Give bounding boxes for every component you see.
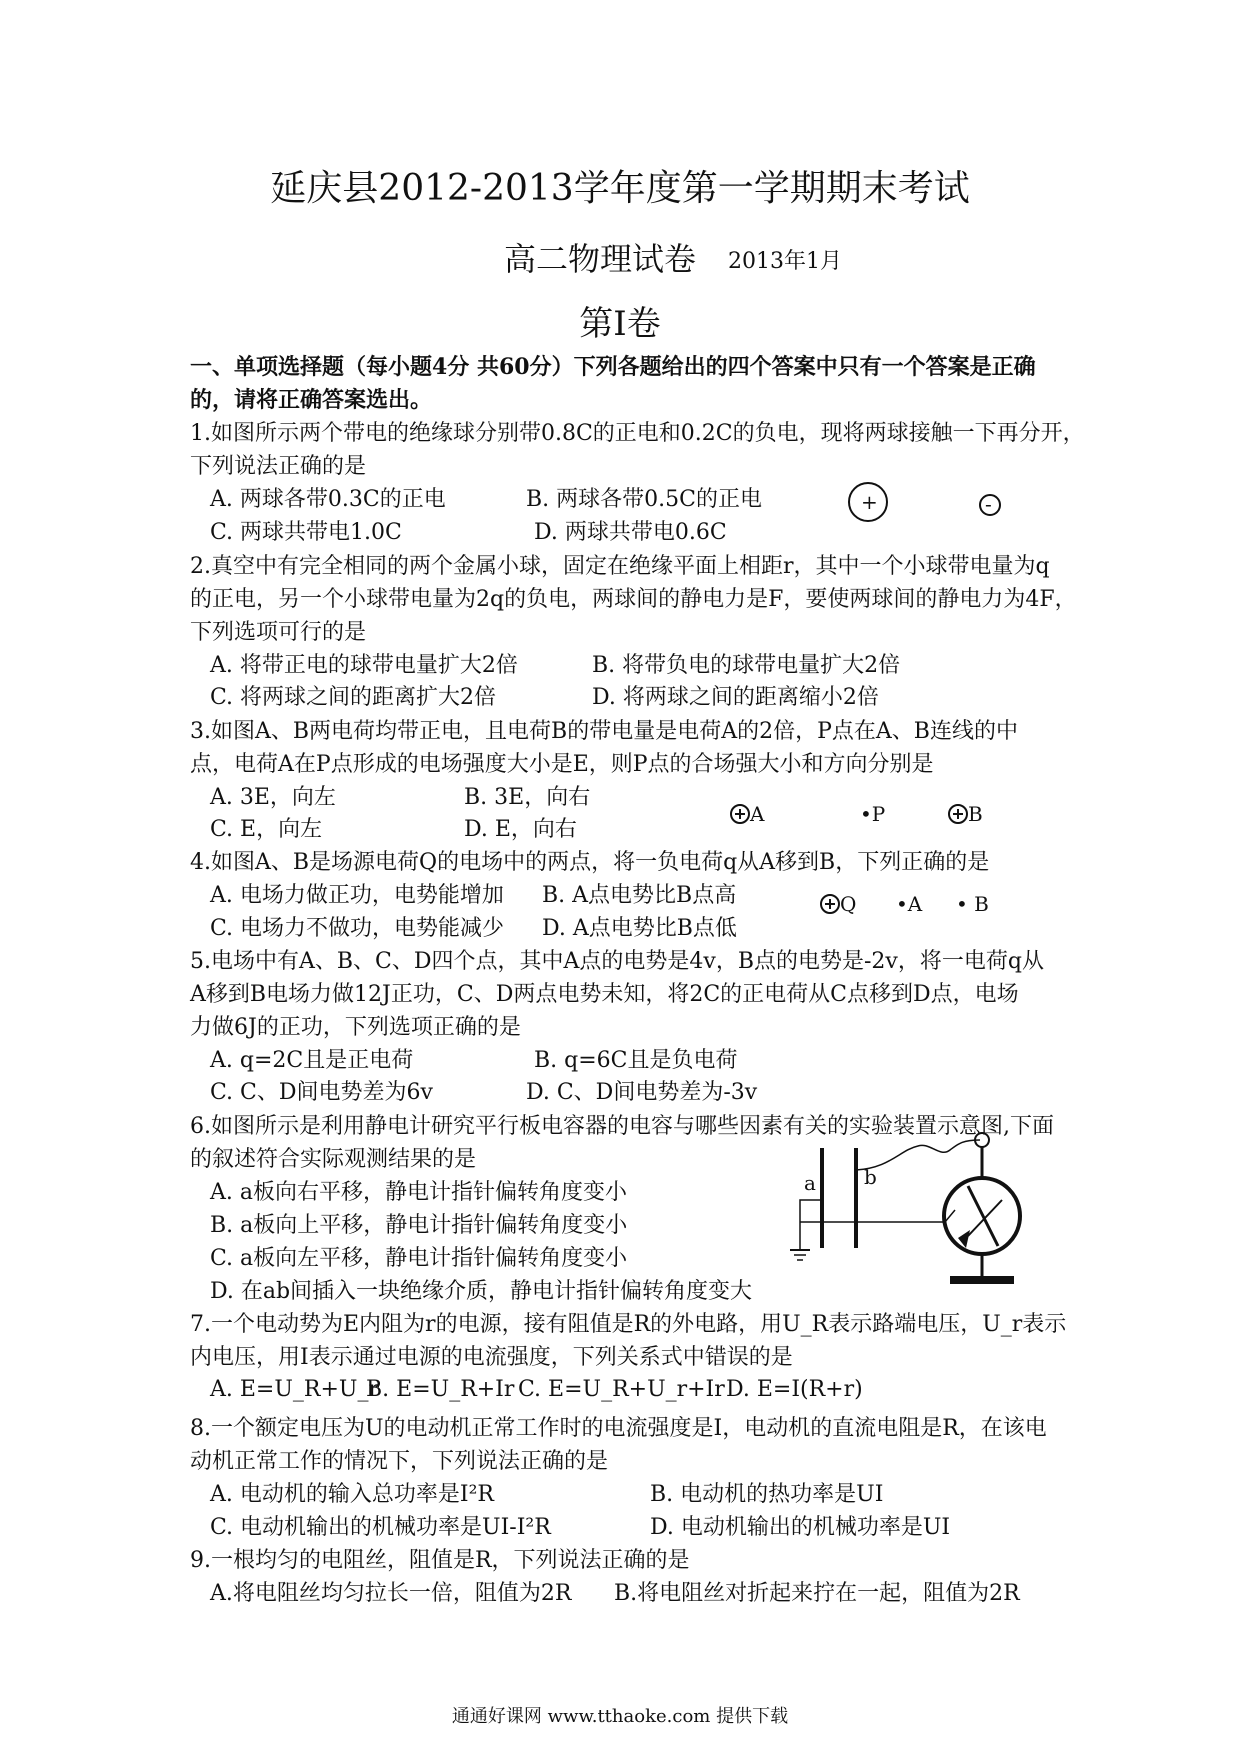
q7-option-a: A. E=U_R+U_r — [210, 1377, 379, 1402]
q5-option-a: A. q=2C且是正电荷 — [210, 1048, 414, 1073]
section1-line1: 一、单项选择题（每小题4分 共60分）下列各题给出的四个答案中只有一个答案是正确 — [190, 354, 1036, 380]
q8-option-c: C. 电动机输出的机械功率是UI-I²R — [210, 1515, 551, 1540]
q6-line1: 6.如图所示是利用静电计研究平行板电容器的电容与哪些因素有关的实验装置示意图,下面 — [190, 1114, 1054, 1139]
charge-q-label: Q — [840, 892, 857, 916]
electroscope-figure — [790, 1130, 1040, 1290]
q4-line1: 4.如图A、B是场源电荷Q的电场中的两点，将一负电荷q从A移到B，下列正确的是 — [190, 850, 990, 875]
section1-line2: 的，请将正确答案选出。 — [190, 387, 433, 413]
electroscope-base — [950, 1276, 1014, 1284]
q3-line2: 点，电荷A在P点形成的电场强度大小是E，则P点的合场强大小和方向分别是 — [190, 752, 934, 777]
q6-option-a: A. a板向右平移，静电计指针偏转角度变小 — [210, 1180, 627, 1205]
q1-line1: 1.如图所示两个带电的绝缘球分别带0.8C的正电和0.2C的负电，现将两球接触一下再分开， — [190, 421, 1085, 446]
charge-a-label: A — [750, 802, 765, 826]
q2-line3: 下列选项可行的是 — [190, 620, 367, 645]
plate-b-label: b — [864, 1165, 877, 1189]
point-a-label: •A — [896, 892, 923, 916]
exam-date: 2013年1月 — [728, 249, 842, 274]
q2-option-d: D. 将两球之间的距离缩小2倍 — [592, 685, 879, 710]
q1-option-d: D. 两球共带电0.6C — [534, 520, 727, 545]
q5-option-c: C. C、D间电势差为6v — [210, 1080, 433, 1105]
q2-option-b: B. 将带负电的球带电量扩大2倍 — [592, 653, 901, 678]
negative-sign: - — [985, 492, 992, 516]
q7-line1: 7.一个电动势为E内阻为r的电源，接有阻值是R的外电路，用U_R表示路端电压，U_r表示 — [190, 1312, 1067, 1337]
plate-a-label: a — [804, 1171, 816, 1195]
charge-b-label: B — [968, 802, 983, 826]
point-b-label: • B — [956, 892, 989, 916]
positive-sign: + — [861, 490, 878, 514]
q9-line1: 9.一根均匀的电阻丝，阻值是R，下列说法正确的是 — [190, 1548, 690, 1573]
q1-option-b: B. 两球各带0.5C的正电 — [526, 487, 762, 512]
q4-option-b: B. A点电势比B点高 — [542, 883, 737, 908]
q8-option-b: B. 电动机的热功率是UI — [650, 1482, 884, 1507]
q4-option-a: A. 电场力做正功，电势能增加 — [210, 883, 504, 908]
q4-option-c: C. 电场力不做功，电势能减少 — [210, 916, 505, 941]
q7-option-b: B. E=U_R+Ir — [366, 1377, 515, 1402]
q9-option-a: A.将电阻丝均匀拉长一倍，阻值为2R — [210, 1581, 572, 1606]
q6-option-d: D. 在ab间插入一块绝缘介质，静电计指针偏转角度变大 — [210, 1279, 753, 1304]
q8-option-a: A. 电动机的输入总功率是I²R — [210, 1482, 494, 1507]
q5-option-b: B. q=6C且是负电荷 — [534, 1048, 738, 1073]
q6-option-b: B. a板向上平移，静电计指针偏转角度变小 — [210, 1213, 628, 1238]
point-p-label: •P — [860, 802, 886, 826]
exam-title: 延庆县2012-2013学年度第一学期期末考试 — [270, 168, 970, 209]
exam-subject: 高二物理试卷 — [504, 240, 697, 278]
q9-option-b: B.将电阻丝对折起来拧在一起，阻值为2R — [614, 1581, 1020, 1606]
q1-figure — [840, 480, 1010, 530]
q3-line1: 3.如图A、B两电荷均带正电，且电荷B的带电量是电荷A的2倍，P点在A、B连线的中 — [190, 719, 1018, 744]
q8-line1: 8.一个额定电压为U的电动机正常工作时的电流强度是I，电动机的直流电阻是R，在该电 — [190, 1416, 1047, 1441]
q7-option-d: D. E=I(R+r) — [726, 1377, 863, 1402]
q3-option-b: B. 3E，向右 — [464, 785, 591, 810]
q3-option-d: D. E，向右 — [464, 817, 577, 842]
q1-option-c: C. 两球共带电1.0C — [210, 520, 402, 545]
q3-figure — [728, 800, 1008, 830]
electroscope-needle — [968, 1186, 998, 1246]
q5-line3: 力做6J的正功，下列选项正确的是 — [190, 1015, 521, 1040]
q8-option-d: D. 电动机输出的机械功率是UI — [650, 1515, 951, 1540]
q3-option-a: A. 3E，向左 — [210, 785, 336, 810]
page-footer: 通通好课网 www.tthaoke.com 提供下载 — [451, 1706, 789, 1727]
q1-line2: 下列说法正确的是 — [190, 454, 367, 479]
q5-line1: 5.电场中有A、B、C、D四个点，其中A点的电势是4v，B点的电势是-2v，将一电荷q从 — [190, 949, 1044, 974]
q6-option-c: C. a板向左平移，静电计指针偏转角度变小 — [210, 1246, 628, 1271]
q4-figure — [818, 890, 1018, 920]
q2-option-c: C. 将两球之间的距离扩大2倍 — [210, 685, 497, 710]
q3-option-c: C. E，向左 — [210, 817, 323, 842]
q7-line2: 内电压，用I表示通过电源的电流强度，下列关系式中错误的是 — [190, 1345, 793, 1370]
q2-option-a: A. 将带正电的球带电量扩大2倍 — [210, 653, 518, 678]
q6-line2: 的叙述符合实际观测结果的是 — [190, 1147, 477, 1172]
q5-line2: A移到B电场力做12J正功，C、D两点电势未知，将2C的正电荷从C点移到D点，电场 — [190, 982, 1019, 1007]
q1-option-a: A. 两球各带0.3C的正电 — [210, 487, 446, 512]
q7-option-c: C. E=U_R+U_r+Ir — [518, 1377, 725, 1402]
q2-line2: 的正电，另一个小球带电量为2q的负电，两球间的静电力是F，要使两球间的静电力为4F， — [190, 587, 1077, 612]
q5-option-d: D. C、D间电势差为-3v — [526, 1080, 758, 1105]
q4-option-d: D. A点电势比B点低 — [542, 916, 737, 941]
q8-line2: 动机正常工作的情况下，下列说法正确的是 — [190, 1449, 609, 1474]
q2-line1: 2.真空中有完全相同的两个金属小球，固定在绝缘平面上相距r，其中一个小球带电量为q — [190, 554, 1050, 579]
volume-title: 第Ⅰ卷 — [579, 304, 661, 344]
